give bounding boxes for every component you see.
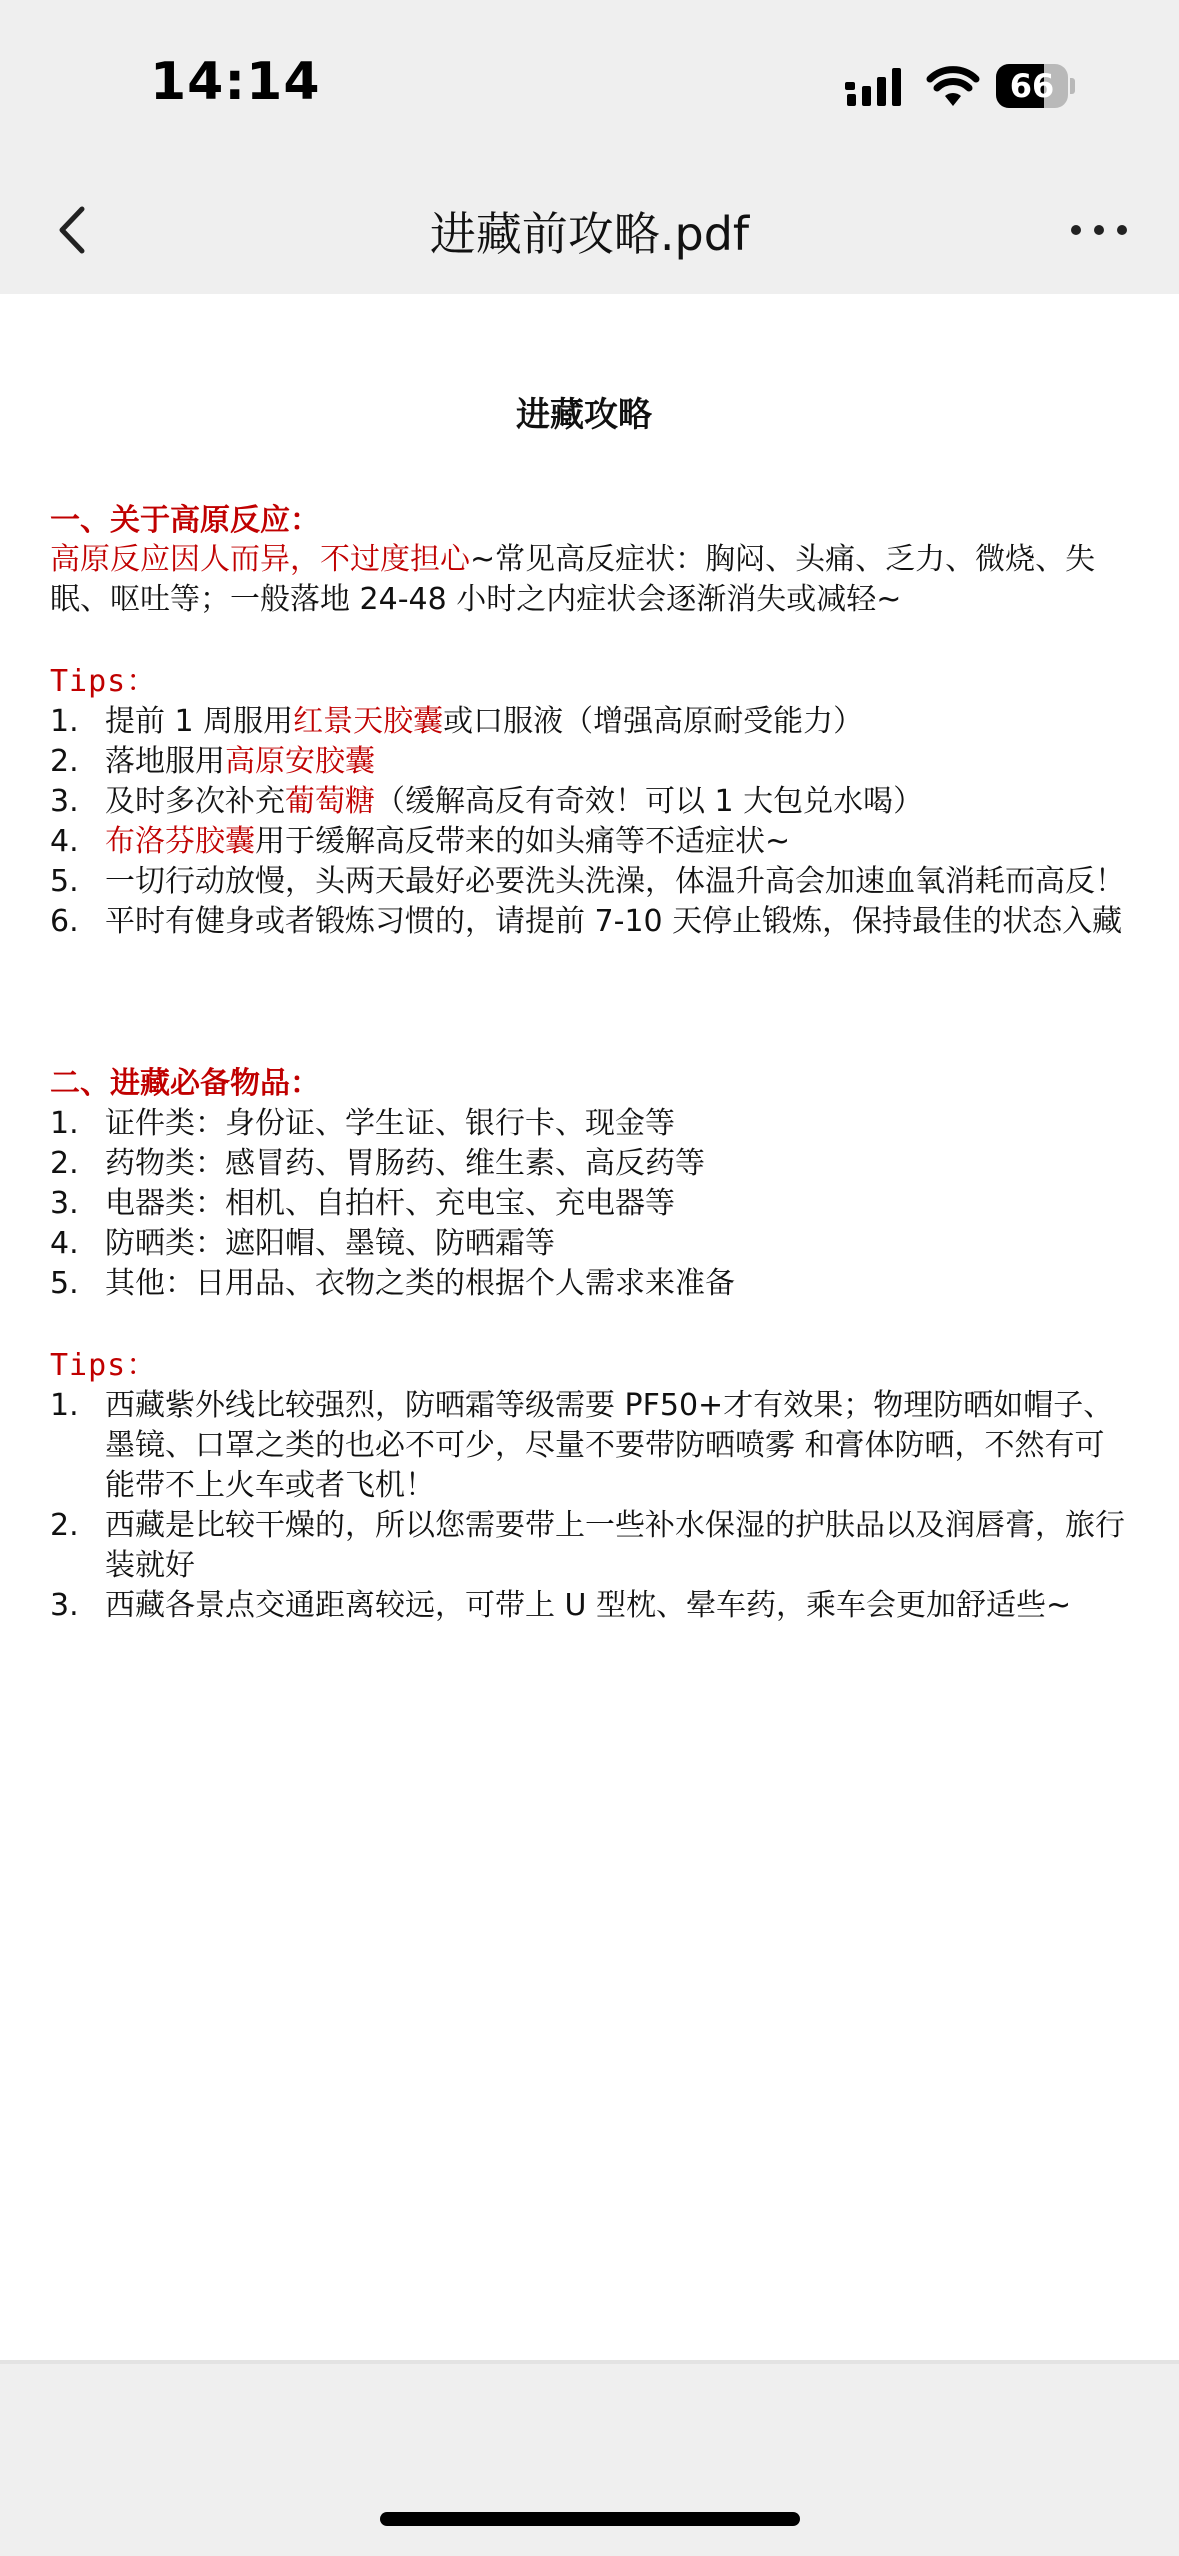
tip-text: 及时多次补充 xyxy=(105,784,285,819)
item-text: 电器类：相机、自拍杆、充电宝、充电器等 xyxy=(105,1186,675,1221)
tip-number: 1. xyxy=(50,704,79,739)
tip-text: 落地服用 xyxy=(105,744,225,779)
tip-number: 6. xyxy=(50,904,79,939)
intro-line1-rest: ~常见高反症状：胸闷、头痛、乏力、微烧、失 xyxy=(470,542,1096,577)
pdf-page[interactable] xyxy=(0,294,1179,2360)
tip-highlight: 布洛芬胶囊 xyxy=(105,824,255,859)
section2-items-list xyxy=(50,1104,1140,1304)
section2-tips-label: Tips： xyxy=(50,1348,158,1383)
item-number: 3. xyxy=(50,1186,79,1221)
section1-heading: 一、关于高原反应： xyxy=(50,503,320,538)
tip-item xyxy=(50,902,1130,942)
list-item xyxy=(50,1104,1130,1144)
item-number: 2. xyxy=(50,1146,79,1181)
item-text: 防晒类：遮阳帽、墨镜、防晒霜等 xyxy=(105,1226,555,1261)
tip-number: 3. xyxy=(50,1588,79,1623)
list-item xyxy=(50,1144,1130,1184)
battery-level: 66 xyxy=(1009,67,1055,105)
tip-item xyxy=(50,822,1130,862)
status-time: 14:14 xyxy=(150,52,321,112)
page-title: 进藏前攻略.pdf xyxy=(429,207,750,261)
home-indicator[interactable] xyxy=(380,2512,800,2526)
item-text: 其他：日用品、衣物之类的根据个人需求来准备 xyxy=(105,1266,735,1301)
tip-text: 提前 1 周服用 xyxy=(105,704,294,739)
item-text: 药物类：感冒药、胃肠药、维生素、高反药等 xyxy=(105,1146,705,1181)
tip-number: 2. xyxy=(50,1508,79,1543)
tip-item xyxy=(50,702,1130,742)
tip-number: 2. xyxy=(50,744,79,779)
intro-line2: 眠、呕吐等；一般落地 24-48 小时之内症状会逐渐消失或减轻~ xyxy=(50,582,902,617)
section1-intro xyxy=(50,540,1125,620)
list-item xyxy=(50,1184,1130,1224)
tip-item xyxy=(50,1386,1130,1506)
section2-heading: 二、进藏必备物品： xyxy=(50,1066,320,1101)
tip-text: 西藏各景点交通距离较远，可带上 U 型枕、晕车药，乘车会更加舒适些~ xyxy=(105,1588,1072,1623)
section1-tips-list xyxy=(50,702,1140,942)
tip-text: 平时有健身或者锻炼习惯的，请提前 7-10 天停止锻炼，保持最佳的状态入藏 xyxy=(105,904,1123,939)
tip-text: （缓解高反有奇效！可以 1 大包兑水喝） xyxy=(375,784,924,819)
intro-highlight: 高原反应因人而异，不过度担心 xyxy=(50,542,470,577)
tip-item xyxy=(50,862,1130,902)
tip-text: 用于缓解高反带来的如头痛等不适症状~ xyxy=(255,824,791,859)
item-number: 1. xyxy=(50,1106,79,1141)
tip-item xyxy=(50,742,1130,782)
tip-text: 西藏是比较干燥的，所以您需要带上一些补水保湿的护肤品以及润唇膏，旅行装就好 xyxy=(105,1508,1125,1583)
back-chevron-icon[interactable] xyxy=(40,195,110,265)
tip-text: 一切行动放慢，头两天最好必要洗头洗澡，体温升高会加速血氧消耗而高反！ xyxy=(105,864,1125,899)
tip-highlight: 葡萄糖 xyxy=(285,784,375,819)
item-number: 5. xyxy=(50,1266,79,1301)
tip-item xyxy=(50,1506,1130,1586)
status-bar xyxy=(0,0,1179,170)
tip-text: 或口服液（增强高原耐受能力） xyxy=(443,704,864,739)
list-item xyxy=(50,1224,1130,1264)
tip-number: 5. xyxy=(50,864,79,899)
wifi-icon xyxy=(926,66,980,108)
tip-number: 1. xyxy=(50,1388,79,1423)
document-title: 进藏攻略 xyxy=(516,395,652,435)
more-options-icon[interactable] xyxy=(1060,200,1140,260)
section2-tips-list xyxy=(50,1386,1140,1626)
list-item xyxy=(50,1264,1130,1304)
tip-number: 4. xyxy=(50,824,79,859)
tip-item xyxy=(50,1586,1130,1626)
battery-icon xyxy=(996,64,1076,108)
item-text: 证件类：身份证、学生证、银行卡、现金等 xyxy=(105,1106,675,1141)
item-number: 4. xyxy=(50,1226,79,1261)
tip-item xyxy=(50,782,1130,822)
tip-highlight: 红景天胶囊 xyxy=(293,704,444,739)
tip-number: 3. xyxy=(50,784,79,819)
section1-tips-label: Tips： xyxy=(50,664,158,699)
cellular-signal-icon xyxy=(845,66,905,108)
tip-highlight: 高原安胶囊 xyxy=(225,744,375,779)
tip-text: 西藏紫外线比较强烈，防晒霜等级需要 PF50+才有效果；物理防晒如帽子、墨镜、口罩之类的也必不可少，尽量不要带防晒喷雾 和膏体防晒，不然有可能带不上火车或者飞机！ xyxy=(105,1388,1114,1503)
nav-bar xyxy=(0,170,1179,294)
